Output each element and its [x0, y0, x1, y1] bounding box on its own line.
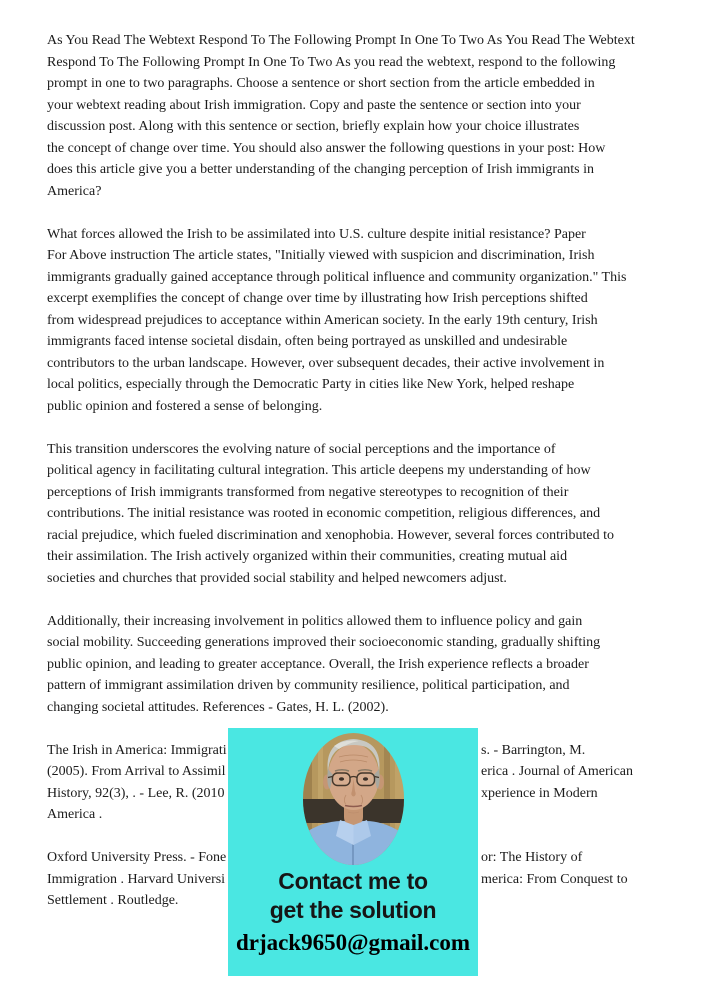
text-line: Respond To The Following Prompt In One To Two As you read the webtext, respond to the following — [47, 54, 616, 70]
text-line: perceptions of Irish immigrants transformed from negative stereotypes to recognition of their — [47, 484, 569, 500]
text-line: political agency in facilitating cultural integration. This article deepens my understanding of how — [47, 463, 591, 478]
contact-email: drjack9650@gmail.com — [235, 930, 471, 955]
elderly-man-avatar-icon — [303, 733, 404, 865]
text-line: What forces allowed the Irish to be assimilated into U.S. culture despite initial resistance? Paper — [47, 226, 586, 242]
text-fragment-right: erica . Journal of American — [481, 764, 633, 779]
text-line: prompt in one to two paragraphs. Choose a sentence or short section from the article embedded in — [47, 76, 595, 91]
text-line: immigrants faced intense societal disdain, often being portrayed as unskilled and undesirable — [47, 334, 568, 349]
text-line: social mobility. Succeeding generations improved their socioeconomic standing, gradually shifting — [47, 635, 601, 650]
text-line: As You Read The Webtext Respond To The Following Prompt In One To Two As You Read The Webtext — [47, 33, 635, 48]
text-fragment-right: xperience in Modern — [481, 785, 598, 801]
text-line: their assimilation. The Irish actively organized within their communities, creating mutual aid — [47, 549, 568, 564]
text-fragment-left: (2005). From Arrival to Assimil — [47, 764, 226, 779]
text-line: discussion post. Along with this sentence or section, briefly explain how your choice illustrates — [47, 119, 580, 134]
text-fragment-right: merica: From Conquest to — [481, 871, 628, 887]
text-line: from widespread prejudices to acceptance within American society. In the early 19th century, Irish — [47, 312, 598, 328]
text-line: local politics, especially through the Democratic Party in cities like New York, helped reshape — [47, 377, 575, 392]
portrait-photo — [303, 733, 404, 865]
paragraph-answer-part-1 — [47, 224, 663, 418]
text-fragment-left: Oxford University Press. - Fone — [47, 850, 227, 865]
text-line: America . — [47, 807, 103, 822]
text-line: societies and churches that provided social stability and helped newcomers adjust. — [47, 570, 507, 586]
text-line: pattern of immigrant assimilation driven by community resilience, political participation, and — [47, 678, 570, 693]
text-line: contributions. The initial resistance was rooted in economic competition, religious differences, and — [47, 506, 601, 521]
text-fragment-right: or: The History of — [481, 850, 583, 865]
text-line: does this article give you a better understanding of the changing perception of Irish immigrants in — [47, 162, 595, 177]
text-line: Settlement . Routledge. — [47, 893, 179, 908]
text-fragment-left: The Irish in America: Immigrati — [47, 742, 227, 758]
text-fragment-left: History, 92(3), . - Lee, R. (2010 — [47, 785, 225, 801]
text-line: changing societal attitudes. References - Gates, H. L. (2002). — [47, 699, 389, 715]
text-line: immigrants gradually gained acceptance through political influence and community organization." This — [47, 269, 627, 285]
paragraph-answer-part-3 — [47, 611, 663, 719]
text-line: the concept of change over time. You should also answer the following questions in your post: How — [47, 140, 606, 156]
text-line: America? — [47, 183, 102, 199]
text-line: excerpt exemplifies the concept of change over time by illustrating how Irish perceptions shifted — [47, 291, 588, 306]
contact-heading-line1: Contact me to — [278, 868, 428, 894]
text-line: racial prejudice, which fueled discrimination and xenophobia. However, several forces contributed to — [47, 527, 615, 543]
text-line: public opinion and fostered a sense of belonging. — [47, 398, 323, 414]
text-line: public opinion, and leading to greater acceptance. Overall, the Irish experience reflects a broader — [47, 656, 589, 672]
text-line: For Above instruction The article states, "Initially viewed with suspicion and discrimination, Irish — [47, 248, 595, 263]
text-line: This transition underscores the evolving nature of social perceptions and the importance of — [47, 441, 556, 457]
contact-heading-line2: get the solution — [269, 897, 437, 923]
text-line: your webtext reading about Irish immigration. Copy and paste the sentence or section into your — [47, 97, 581, 113]
text-line: contributors to the urban landscape. However, over subsequent decades, their active involvement in — [47, 355, 605, 371]
text-fragment-right: s. - Barrington, M. — [481, 742, 586, 758]
paragraph-answer-part-2 — [47, 439, 663, 590]
contact-overlay — [228, 728, 478, 976]
text-fragment-left: Immigration . Harvard Universi — [47, 871, 226, 887]
text-line: Additionally, their increasing involvement in politics allowed them to influence policy and gain — [47, 613, 583, 629]
paragraph-prompt — [47, 30, 663, 202]
